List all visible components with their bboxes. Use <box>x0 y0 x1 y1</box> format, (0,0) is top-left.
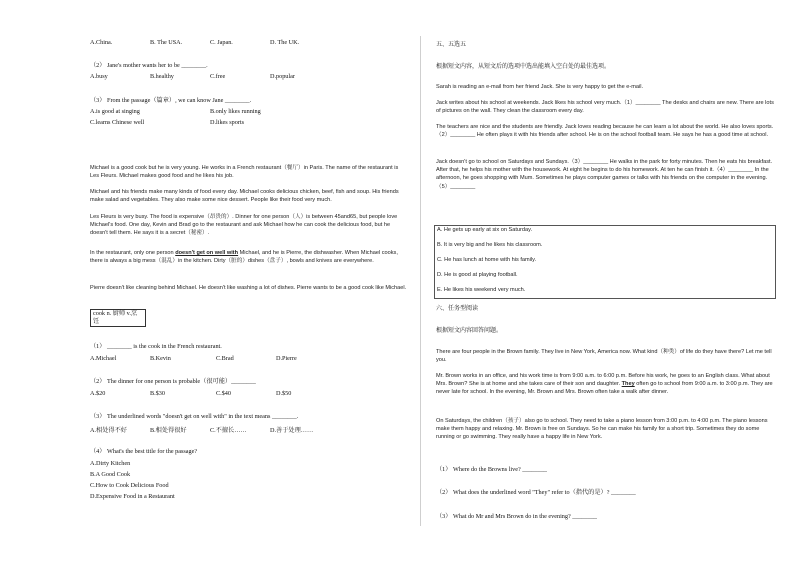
option-c: C.Brad <box>216 355 234 362</box>
option-c: C.learns Chinese well <box>90 119 145 126</box>
passage-paragraph: There are four people in the Brown family. They live in New York, America now. What kind（种类）of life do they have there? Let me tell you. <box>436 349 772 364</box>
option-b: B.healthy <box>150 73 174 80</box>
option-d: D.popular <box>270 73 295 80</box>
passage-paragraph: Les Fleurs is very busy. The food is expensive（昂贵的）. Dinner for one person（人）is between 45and65, but people love Michael's food. One day, Kevin and Brad go to the restaurant and ask Michael how he can cook the delicious food, but he doesn't tell them. He says it is a secret（秘密）. <box>90 214 398 237</box>
section-instruction: 根据短文内容，从短文后的选项中选出能填入空白处的最佳选项。 <box>436 64 611 70</box>
option-b: B.A Good Cook <box>90 471 131 478</box>
choice-d: D. He is good at playing football. <box>437 272 518 278</box>
choice-a: A. He gets up early at six on Saturday. <box>437 227 533 233</box>
question-stem: （3） The underlined words "doesn't get on well with" in the text means ________. <box>90 413 299 420</box>
option-a: A.China. <box>90 39 113 46</box>
passage-paragraph: Pierre doesn't like cleaning behind Michael. He doesn't like washing a lot of dishes. Pierre wants to be a good cook like Michael. <box>90 285 407 291</box>
question: （3） What do Mr and Mrs Brown do in the evening? ________ <box>436 513 598 520</box>
option-d: D. The UK. <box>270 39 300 46</box>
option-d: D.likes sports <box>210 119 245 126</box>
vocabulary-box: cook n. 厨师 v.烹饪 <box>90 309 146 327</box>
email-paragraph: Jack doesn't go to school on Saturdays and Sundays.（3）________ He walks in the park for forty minutes. Then he eats his breakfast. After that, he helps his mother with the housework. At eight he begins to do his homework. At ten he can finish it.（4）________ In the afternoon, he goes shopping with Mum. Sometimes he plays computer games or talks with his friends on the computer in the evening.（5）________ <box>436 159 773 190</box>
column-divider <box>420 36 421 526</box>
question: （2） What does the underlined word "They" refer to（指代的是）? ________ <box>436 489 636 496</box>
option-b: B.$30 <box>150 390 165 397</box>
section-title: 五、五选五 <box>436 42 467 48</box>
passage-paragraph: Michael and his friends make many kinds of food every day. Michael cooks delicious chicken, beef, fish and soup. His friends make salad and vegetables. They also make some nice dessert. People like their food very much. <box>90 189 399 204</box>
option-a: A.Michael <box>90 355 117 362</box>
option-c: C.How to Cook Delicious Food <box>90 482 169 489</box>
question-stem: （2） Jane's mother wants her to be ________. <box>90 62 208 69</box>
question: （1） Where do the Browns live? ________ <box>436 466 548 473</box>
option-d: D.$50 <box>276 390 292 397</box>
option-c: C.free <box>210 73 226 80</box>
option-b: B.相处得很好 <box>150 427 187 434</box>
section-title: 六、任务型阅读 <box>436 306 479 312</box>
option-c: C.不擅长…… <box>210 427 247 434</box>
passage-paragraph: In the restaurant, only one person doesn't get on well with Michael, and he is Pierre, the dishwasher. When Michael cooks, there is always a big mess（混乱）in the kitchen. Dirty（脏的）dishes（盘子）, bowls and knives are everywhere. <box>90 250 398 265</box>
option-a: A.相处得不好 <box>90 427 127 434</box>
email-intro: Sarah is reading an e-mail from her friend Jack. She is very happy to get the e-mail. <box>436 84 644 90</box>
underlined-word: They <box>621 381 635 388</box>
option-b: B.only likes running <box>210 108 261 115</box>
passage-paragraph: On Saturdays, the children（孩子）also go to school. They need to take a piano lesson from 3:00 p.m. to 4:00 p.m. The piano lessons make them happy and relaxing. Mr. Brown is free on Sundays. So he can make his family for a short trip. Sometimes they do some running or go swimming. They really have a happy life in New York. <box>436 418 768 441</box>
choice-b: B. It is very big and he likes his classroom. <box>437 242 543 248</box>
underlined-phrase: doesn't get on well with <box>175 250 239 256</box>
option-b: B. The USA. <box>150 39 183 46</box>
option-c: C.$40 <box>216 390 231 397</box>
option-d: D.Expensive Food in a Restaurant <box>90 493 175 500</box>
email-paragraph: The teachers are nice and the students are friendly. Jack loves reading because he can learn a lot about the world. He also loves sports.（2）________ He often plays it with his friends after school. He is on the school football team. He says he has a good time at school. <box>436 124 774 139</box>
email-paragraph: Jack writes about his school at weekends. Jack likes his school very much.（1）________ The desks and chairs are new. There are lots of pictures on the wall. They clean the classroom every day. <box>436 100 774 115</box>
passage-paragraph: Michael is a good cook but he is very young. He works in a French restaurant（餐厅）in Paris. The name of the restaurant is Les Fleurs. Michael makes good food and he likes his job. <box>90 165 399 180</box>
question-stem: （4） What's the best title for the passage? <box>90 448 198 455</box>
question-stem: （3） From the passage（篇章）, we can know Jane ________. <box>90 97 252 104</box>
option-a: A.is good at singing <box>90 108 140 115</box>
option-d: D.善于处理…… <box>270 427 314 434</box>
choices-box <box>434 225 776 299</box>
option-a: A.Dirty Kitchen <box>90 460 131 467</box>
section-instruction: 根据短文内容回答问题。 <box>436 328 503 334</box>
question-stem: （2） The dinner for one person is probable（很可能）________ <box>90 378 256 385</box>
option-c: C. Japan. <box>210 39 233 46</box>
option-a: A.$20 <box>90 390 106 397</box>
option-a: A.busy <box>90 73 108 80</box>
question-stem: （1） ________ is the cook in the French restaurant. <box>90 343 222 350</box>
choice-e: E. He likes his weekend very much. <box>437 287 526 293</box>
option-b: B.Kevin <box>150 355 171 362</box>
option-d: D.Pierre <box>276 355 297 362</box>
passage-paragraph: Mr. Brown works in an office, and his work time is from 9:00 a.m. to 6:00 p.m. Before his work, he goes to an English class. What about Mrs. Brown? She is at home and she takes care of their son and daughter. They often go to school from 9:00 a.m. to 3:00 p.m. They are never late for school. In the evening, Mr. Brown and Mrs. Brown often take a walk after dinner. <box>436 373 773 396</box>
choice-c: C. He has lunch at home with his family. <box>437 257 537 263</box>
